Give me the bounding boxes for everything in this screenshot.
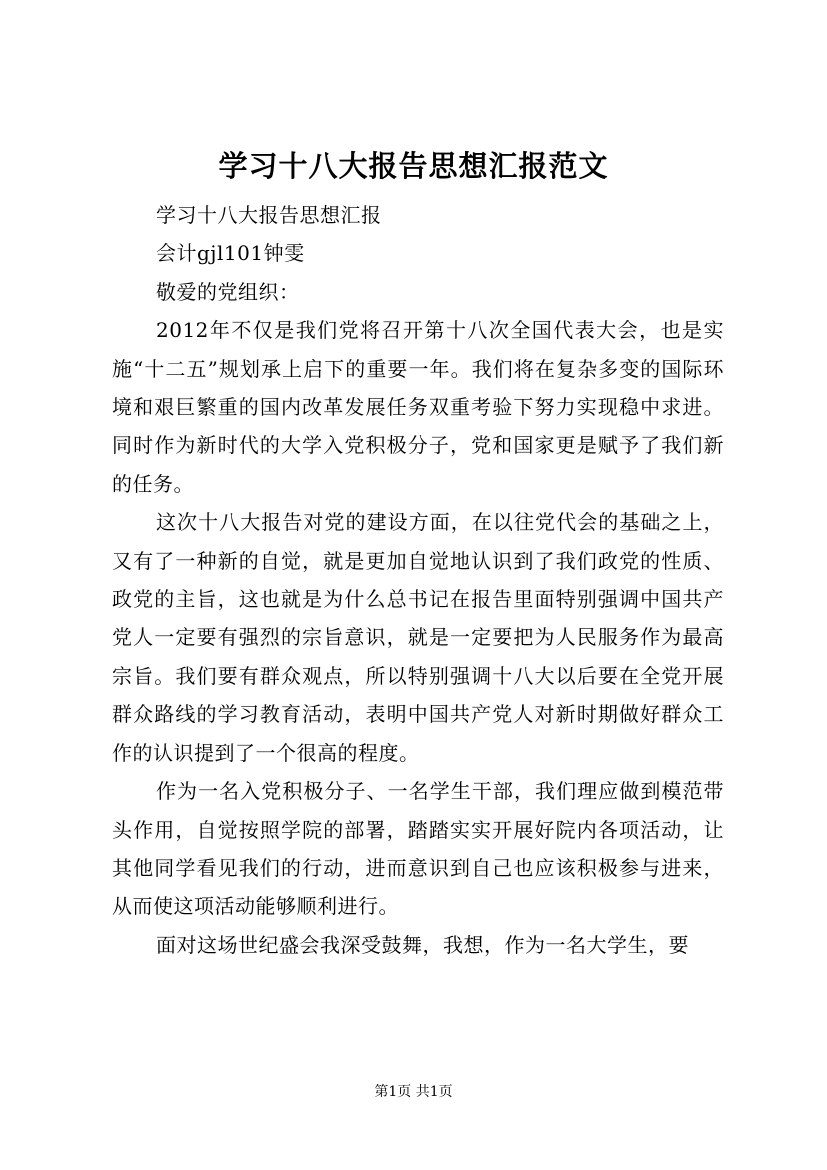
paragraph: 2012年不仅是我们党将召开第十八次全国代表大会，也是实施“十二五”规划承上启下的重要一年。我们将在复杂多变的国际环境和艰巨繁重的国内改革发展任务双重考验下努力实现稳中求进。同时作为新时代的大学入党积极分子，党和国家更是赋予了我们新的任务。 [112,318,724,496]
page-footer: 第1页 共1页 [374,1084,453,1100]
subtitle-line: 学习十八大报告思想汇报 [156,203,382,227]
paragraph: 作为一名入党积极分子、一名学生干部，我们理应做到模范带头作用，自觉按照学院的部署，踏踏实实开展好院内各项活动，让其他同学看见我们的行动，进而意识到自己也应该积极参与进来，从而使这项活动能够顺利进行。 [112,779,724,919]
paragraph: 这次十八大报告对党的建设方面，在以往党代会的基础之上，又有了一种新的自觉，就是更加自觉地认识到了我们政党的性质、政党的主旨，这也就是为什么总书记在报告里面特别强调中国共产党人一定要有强烈的宗旨意识，就是一定要把为人民服务作为最高宗旨。我们要有群众观点，所以特别强调十八大以后要在全党开展群众路线的学习教育活动，表明中国共产党人对新时期做好群众工作的认识提到了一个很高的程度。 [112,510,724,765]
document-body [112,196,724,964]
document-title: 学习十八大报告思想汇报范文 [218,149,609,183]
author-line: 会计gjl101钟雯 [156,241,305,266]
salutation-line: 敬爱的党组织： [156,279,300,304]
paragraph: 面对这场世纪盛会我深受鼓舞，我想，作为一名大学生，要 [156,932,689,957]
